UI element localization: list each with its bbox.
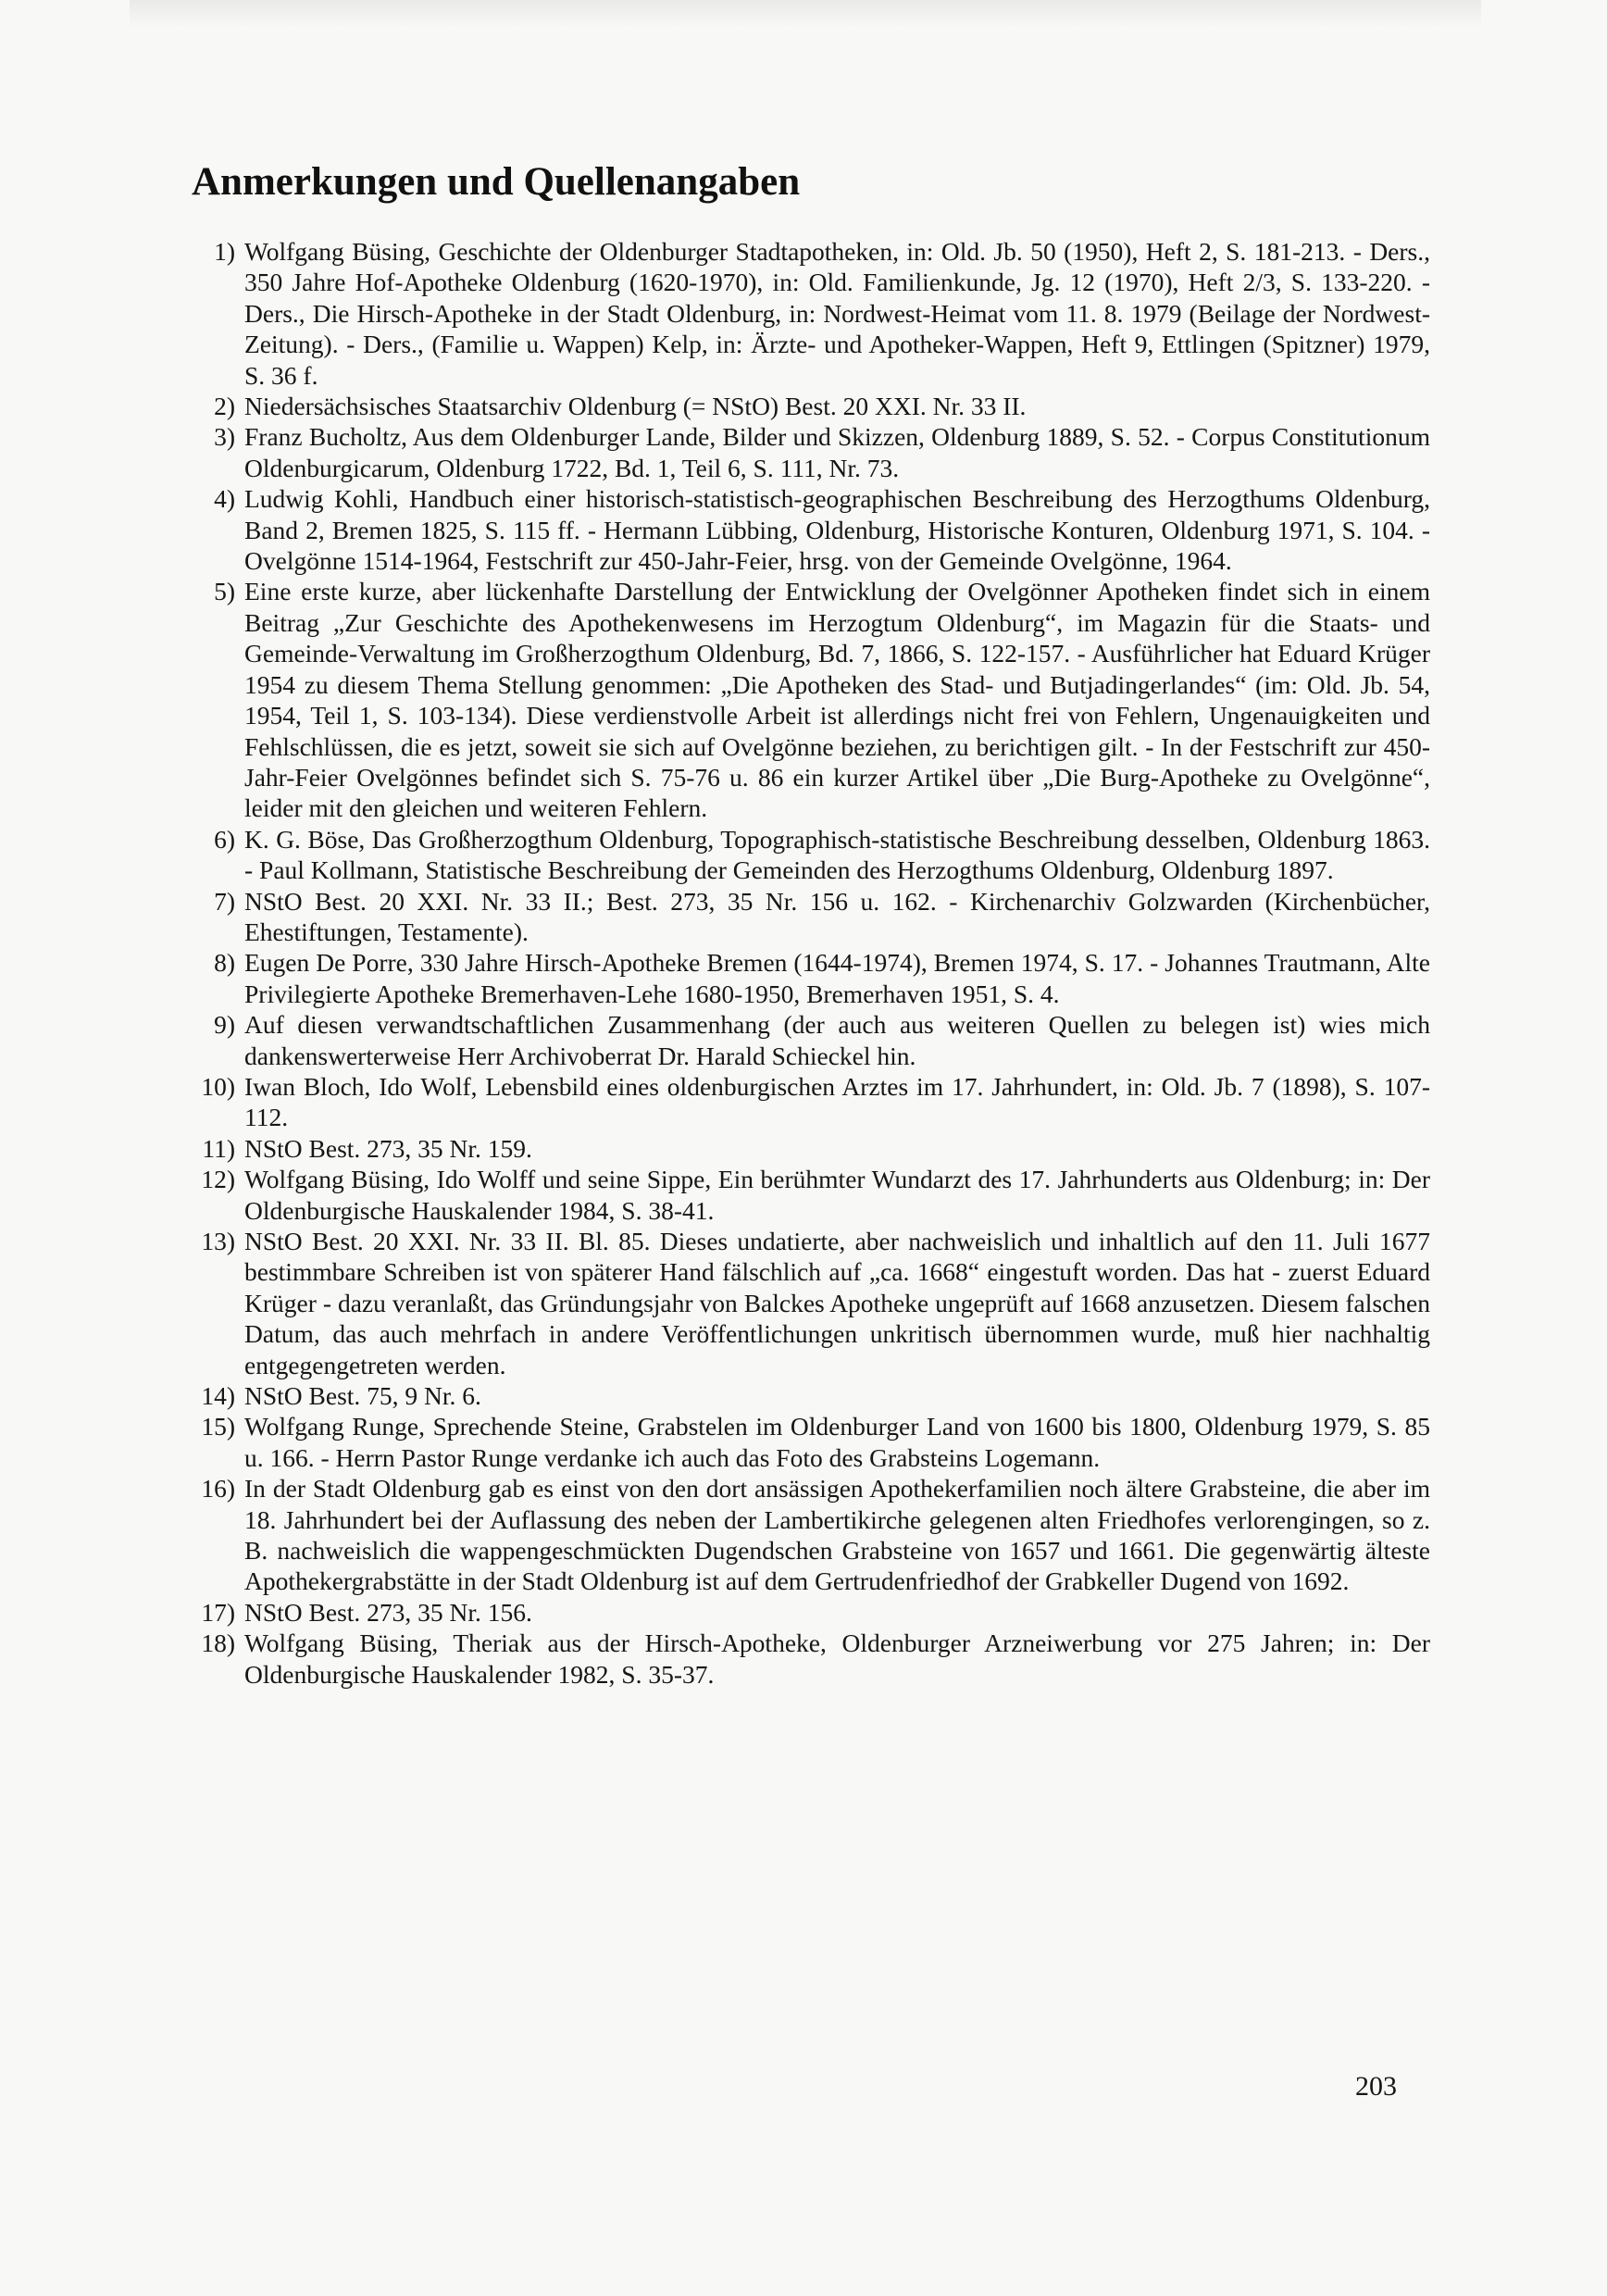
note-text: Ludwig Kohli, Handbuch einer historisch-statistisch-geographischen Beschreibung des Herzogthums Oldenburg, Band 2, Bremen 1825, S. 115 ff. - Hermann Lübbing, Oldenburg, Historische Konturen, Oldenburg 1971, S. 104. - Ovelgönne 1514-1964, Festschrift zur 450-Jahr-Feier, hrsg. von der Gemeinde Ovelgönne, 1964. [244,484,1430,576]
note-text: Franz Bucholtz, Aus dem Oldenburger Lande, Bilder und Skizzen, Oldenburg 1889, S. 52. - Corpus Constitutionum Oldenburgicarum, Oldenburg 1722, Bd. 1, Teil 6, S. 111, Nr. 73. [244,422,1430,482]
notes-list [185,236,1430,1690]
note-item [185,1473,1430,1597]
note-item [185,947,1430,1009]
note-number: 9) [214,1010,235,1040]
note-item [185,824,1430,886]
note-text: Niedersächsisches Staatsarchiv Oldenburg (= NStO) Best. 20 XXI. Nr. 33 II. [244,392,1027,421]
note-item [185,1071,1430,1133]
note-number: 6) [214,824,235,854]
note-item [185,1009,1430,1071]
note-number: 2) [214,392,235,421]
note-item [185,1133,1430,1164]
note-item [185,391,1430,421]
note-number: 3) [214,422,235,452]
note-number: 18) [201,1628,235,1658]
note-text: K. G. Böse, Das Großherzogthum Oldenburg, Topographisch-statistische Beschreibung desselben, Oldenburg 1863. - Paul Kollmann, Statistische Beschreibung der Gemeinden des Herzogthums Oldenburg, Oldenburg 1897. [244,824,1430,885]
note-item [185,886,1430,948]
note-item [185,1628,1430,1690]
note-item [185,576,1430,823]
note-number: 4) [214,484,235,514]
page-title: Anmerkungen und Quellenangaben [192,160,801,204]
note-item [185,1380,1430,1411]
note-number: 8) [214,948,235,978]
note-item [185,483,1430,576]
note-text: Eine erste kurze, aber lückenhafte Darstellung der Entwicklung der Ovelgönner Apotheken findet sich in einem Beitrag „Zur Geschichte des Apothekenwesens im Herzogtum Oldenburg“, im Magazin für die Staats- und Gemeinde-Verwaltung im Großherzogthum Oldenburg, Bd. 7, 1866, S. 122-157. - Ausführlicher hat Eduard Krüger 1954 zu diesem Thema Stellung genommen: „Die Apotheken des Stad- und Butjadingerlandes“ (im: Old. Jb. 54, 1954, Teil 1, S. 103-134). Diese verdienstvolle Arbeit ist allerdings nicht frei von Fehlern, Ungenauigkeiten und Fehlschlüssen, die es jetzt, soweit sie sich auf Ovelgönne beziehen, zu berichtigen gilt. - In der Festschrift zur 450-Jahr-Feier Ovelgönnes befindet sich S. 75-76 u. 86 ein kurzer Artikel über „Die Burg-Apotheke zu Ovelgönne“, leider mit den gleichen und weiteren Fehlern. [244,577,1430,823]
note-number: 15) [201,1412,235,1441]
note-text: NStO Best. 273, 35 Nr. 159. [244,1133,532,1163]
note-text: NStO Best. 75, 9 Nr. 6. [244,1381,481,1411]
note-number: 1) [214,237,235,266]
note-number: 16) [201,1474,235,1504]
note-item [185,1226,1430,1380]
note-text: NStO Best. 20 XXI. Nr. 33 II. Bl. 85. Dieses undatierte, aber nachweislich und inhaltlich auf den 11. Juli 1677 bestimmbare Schreiben ist von späterer Hand fälschlich auf „ca. 1668“ eingestuft worden. Das hat - zuerst Eduard Krüger - dazu veranlaßt, das Gründungsjahr von Balckes Apotheke ungeprüft auf 1668 anzusetzen. Diesem falschen Datum, das auch mehrfach in andere Veröffentlichungen unkritisch übernommen wurde, muß hier nachhaltig entgegengetreten werden. [244,1227,1430,1379]
note-number: 13) [201,1227,235,1255]
note-text: In der Stadt Oldenburg gab es einst von den dort ansässigen Apothekerfamilien noch ältere Grabsteine, die aber im 18. Jahrhundert bei der Auflassung des neben der Lambertikirche gelegenen alten Friedhofes verlorengingen, so z. B. nachweislich die wappengeschmückten Dugendschen Grabsteine von 1657 und 1661. Die gegenwärtig älteste Apothekergrabstätte in der Stadt Oldenburg ist auf dem Gertrudenfriedhof der Grabkeller Dugend von 1692. [244,1474,1430,1596]
note-item [185,1164,1430,1226]
note-text: NStO Best. 273, 35 Nr. 156. [244,1597,532,1627]
note-text: Wolfgang Büsing, Ido Wolff und seine Sippe, Ein berühmter Wundarzt des 17. Jahrhunderts aus Oldenburg; in: Der Oldenburgische Hauskalender 1984, S. 38-41. [244,1165,1430,1225]
note-text: Wolfgang Runge, Sprechende Steine, Grabstelen im Oldenburger Land von 1600 bis 1800, Oldenburg 1979, S. 85 u. 166. - Herrn Pastor Runge verdanke ich auch das Foto des Grabsteins Logemann. [244,1412,1430,1472]
note-text: Wolfgang Büsing, Theriak aus der Hirsch-Apotheke, Oldenburger Arzneiwerbung vor 275 Jahren; in: Der Oldenburgische Hauskalender 1982, S. 35-37. [244,1628,1430,1689]
note-text: NStO Best. 20 XXI. Nr. 33 II.; Best. 273, 35 Nr. 156 u. 162. - Kirchenarchiv Golzwarden (Kirchenbücher, Ehestiftungen, Testamente). [244,886,1430,946]
note-item [185,1597,1430,1628]
page-number: 203 [1355,2071,1397,2102]
note-text: Wolfgang Büsing, Geschichte der Oldenburger Stadtapotheken, in: Old. Jb. 50 (1950), Heft 2, S. 181-213. - Ders., 350 Jahre Hof-Apotheke Oldenburg (1620-1970), in: Old. Familienkunde, Jg. 12 (1970), Heft 2/3, S. 133-220. - Ders., Die Hirsch-Apotheke in der Stadt Oldenburg, in: Nordwest-Heimat vom 11. 8. 1979 (Beilage der Nordwest-Zeitung). - Ders., (Familie u. Wappen) Kelp, in: Ärzte- und Apotheker-Wappen, Heft 9, Ettlingen (Spitzner) 1979, S. 36 f. [244,237,1430,390]
note-item [185,1411,1430,1473]
note-item [185,421,1430,483]
note-number: 10) [201,1071,235,1101]
note-number: 7) [214,886,235,916]
note-item [185,236,1430,391]
note-number: 11) [202,1133,235,1163]
scan-shadow [130,0,1481,28]
note-text: Iwan Bloch, Ido Wolf, Lebensbild eines oldenburgischen Arztes im 17. Jahrhundert, in: Old. Jb. 7 (1898), S. 107-112. [244,1071,1430,1132]
note-number: 17) [201,1597,235,1627]
note-number: 5) [214,577,235,606]
note-number: 14) [201,1381,235,1411]
note-number: 12) [201,1165,235,1194]
note-text: Eugen De Porre, 330 Jahre Hirsch-Apotheke Bremen (1644-1974), Bremen 1974, S. 17. - Johannes Trautmann, Alte Privilegierte Apotheke Bremerhaven-Lehe 1680-1950, Bremerhaven 1951, S. 4. [244,948,1430,1008]
note-text: Auf diesen verwandtschaftlichen Zusammenhang (der auch aus weiteren Quellen zu belegen ist) wies mich dankenswerterweise Herr Archivoberrat Dr. Harald Schieckel hin. [244,1010,1430,1070]
